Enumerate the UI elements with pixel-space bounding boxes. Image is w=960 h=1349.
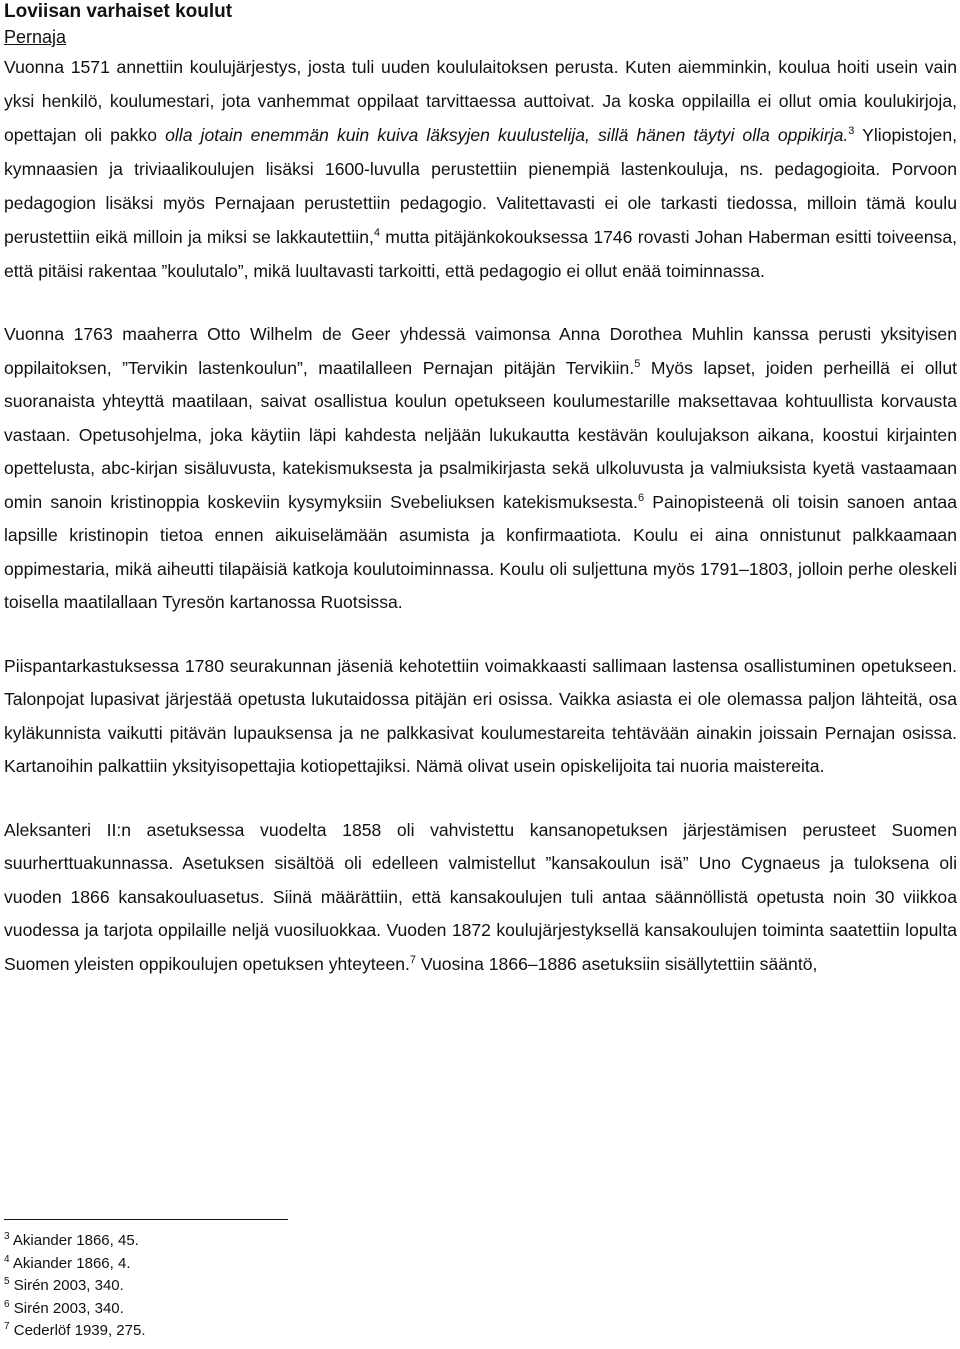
footnote-number: 3 (4, 1231, 10, 1242)
footnote-item (4, 1320, 146, 1343)
footnote-ref-3[interactable]: 3 (848, 125, 855, 137)
footnotes (4, 1230, 146, 1343)
paragraph-2-text-c: Painopisteenä oli toisin sanoen antaa lapsille kristinopin tietoa ennen aikuiselämään asumista ja konfirmaatiota. Koulu ei aina onnistunut palkkaamaan oppimestaria, mikä aiheutti tilapäisiä katkoja koulutoiminnassa. Koulu oli suljettuna myös 1791–1803, jolloin perhe oleskeli toisella maatilallaan Tyresön kartanossa Ruotsissa. (4, 491, 957, 612)
paragraph-2-text-b: Myös lapset, joiden perheillä ei ollut suoranaista yhteyttä maatilaan, saivat osallistua koulun opetukseen koulumestarille maksettavaa kohtuullista korvausta vastaan. Opetusohjelma, joka käytiin läpi kahdesta neljään lukukautta kestävän koulujakson aikana, koostui kirjainten opettelusta, abc-kirjan sisäluvusta, katekismuksesta ja psalmikirjasta sekä ulkoluvusta ja valmiuksista kyetä vastaamaan omin sanoin kristinoppia koskeviin kysymyksiin Svebeliuksen katekismuksesta. (4, 357, 957, 512)
paragraph-1-text-c: mutta pitäjänkokouksessa 1746 rovasti Johan Haberman esitti toiveensa, että pitäisi rakentaa ”koulutalo”, mikä luultavasti tarkoitti, että pedagogio ei ollut enää toiminnassa. (4, 227, 958, 281)
footnote-item (4, 1298, 146, 1321)
footnote-ref-5[interactable]: 5 (634, 357, 641, 370)
paragraph-gap (4, 620, 957, 650)
paragraph-1-text-b: Yliopistojen, kymnaasien ja triviaalikoulujen lisäksi 1600-luvulla perustettiin pienempiä lastenkouluja, ns. pedagogioita. Porvoon pedagogion lisäksi myös Pernajaan perustettiin pedagogio. Valitettavasti ei ole tarkasti tiedossa, milloin tämä koulu perustettiin eikä milloin ja miksi se lakkautettiin, (4, 125, 958, 247)
document-page (4, 0, 957, 981)
paragraph-1-italic: olla jotain enemmän kuin kuiva läksyjen kuulustelija, sillä hänen täytyi olla oppikirja. (165, 125, 849, 145)
paragraph-4 (4, 814, 957, 982)
footnote-text: Akiander 1866, 4. (12, 1254, 131, 1272)
paragraph-2 (4, 318, 957, 620)
paragraph-4-text-a: Aleksanteri II:n asetuksessa vuodelta 1858 oli vahvistettu kansanopetuksen järjestämisen perusteet Suomen suurherttuakunnassa. Asetuksen sisältöä oli edelleen valmistellut ”kansakoulun isä” Uno Cygnaeus ja tuloksena oli vuoden 1866 kansakouluasetus. Siinä määrättiin, että kansakoulujen tuli antaa säännöllistä opetusta noin 30 viikkoa vuodessa ja tarjota oppilaille neljä vuosiluokkaa. Vuoden 1872 koulujärjestyksellä kansakoulujen toiminta saatettiin lopulta Suomen yleisten oppikoulujen opetuksen yhteyteen. (4, 819, 957, 974)
footnote-separator (4, 1219, 288, 1220)
footnote-ref-7[interactable]: 7 (409, 953, 417, 966)
footnote-item (4, 1253, 146, 1276)
paragraph-4-text-b: Vuosina 1866–1886 asetuksiin sisällytettiin sääntö, (416, 953, 818, 974)
page-title: Loviisan varhaiset koulut (4, 1, 233, 22)
footnote-ref-4[interactable]: 4 (373, 227, 380, 239)
section-subtitle: Pernaja (4, 27, 67, 47)
paragraph-gap (4, 784, 957, 814)
footnote-item (4, 1275, 146, 1298)
paragraph-1-text-a: Vuonna 1571 annettiin koulujärjestys, josta tuli uuden koululaitoksen perusta. Kuten aiemminkin, koulua hoiti usein vain yksi henkilö, koulumestari, jota vanhemmat oppilaat tarvittaessa auttoivat. Ja koska oppilailla ei ollut omia koulukirjoja, opettajan oli pakko (4, 57, 957, 145)
footnote-number: 4 (4, 1253, 10, 1265)
footnote-text: Sirén 2003, 340. (13, 1277, 124, 1294)
paragraph-gap (4, 288, 957, 318)
footnote-text: Akiander 1866, 45. (12, 1232, 139, 1249)
paragraph-1 (4, 50, 957, 288)
footnote-number: 5 (4, 1276, 10, 1287)
footnote-text: Cederlöf 1939, 275. (13, 1322, 146, 1339)
footnote-text: Sirén 2003, 340. (13, 1299, 124, 1317)
footnote-ref-6[interactable]: 6 (637, 491, 645, 504)
footnote-number: 7 (4, 1321, 10, 1332)
footnote-number: 6 (4, 1298, 10, 1310)
paragraph-2-text-a: Vuonna 1763 maaherra Otto Wilhelm de Geer yhdessä vaimonsa Anna Dorothea Muhlin kanssa perusti yksityisen oppilaitoksen, ”Tervikin lastenkoulun”, maatilalleen Pernajan pitäjän Tervikiin. (4, 324, 957, 378)
paragraph-3: Piispantarkastuksessa 1780 seurakunnan jäseniä kehotettiin voimakkaasti sallimaan lastensa osallistuminen opetukseen. Talonpojat lupasivat järjestää opetusta lukutaidossa pitäjän eri osissa. Vaikka asiasta ei ole olemassa paljon lähteitä, osa kyläkunnista vaikutti pitävän lupauksensa ja ne palkkasivat koulumestareita tehtävään ainakin joissain Pernajan osissa. Kartanoihin palkattiin yksityisopettajia kotiopettajiksi. Nämä olivat usein opiskelijoita tai nuoria maistereita. (4, 655, 957, 776)
footnote-item (4, 1230, 146, 1253)
